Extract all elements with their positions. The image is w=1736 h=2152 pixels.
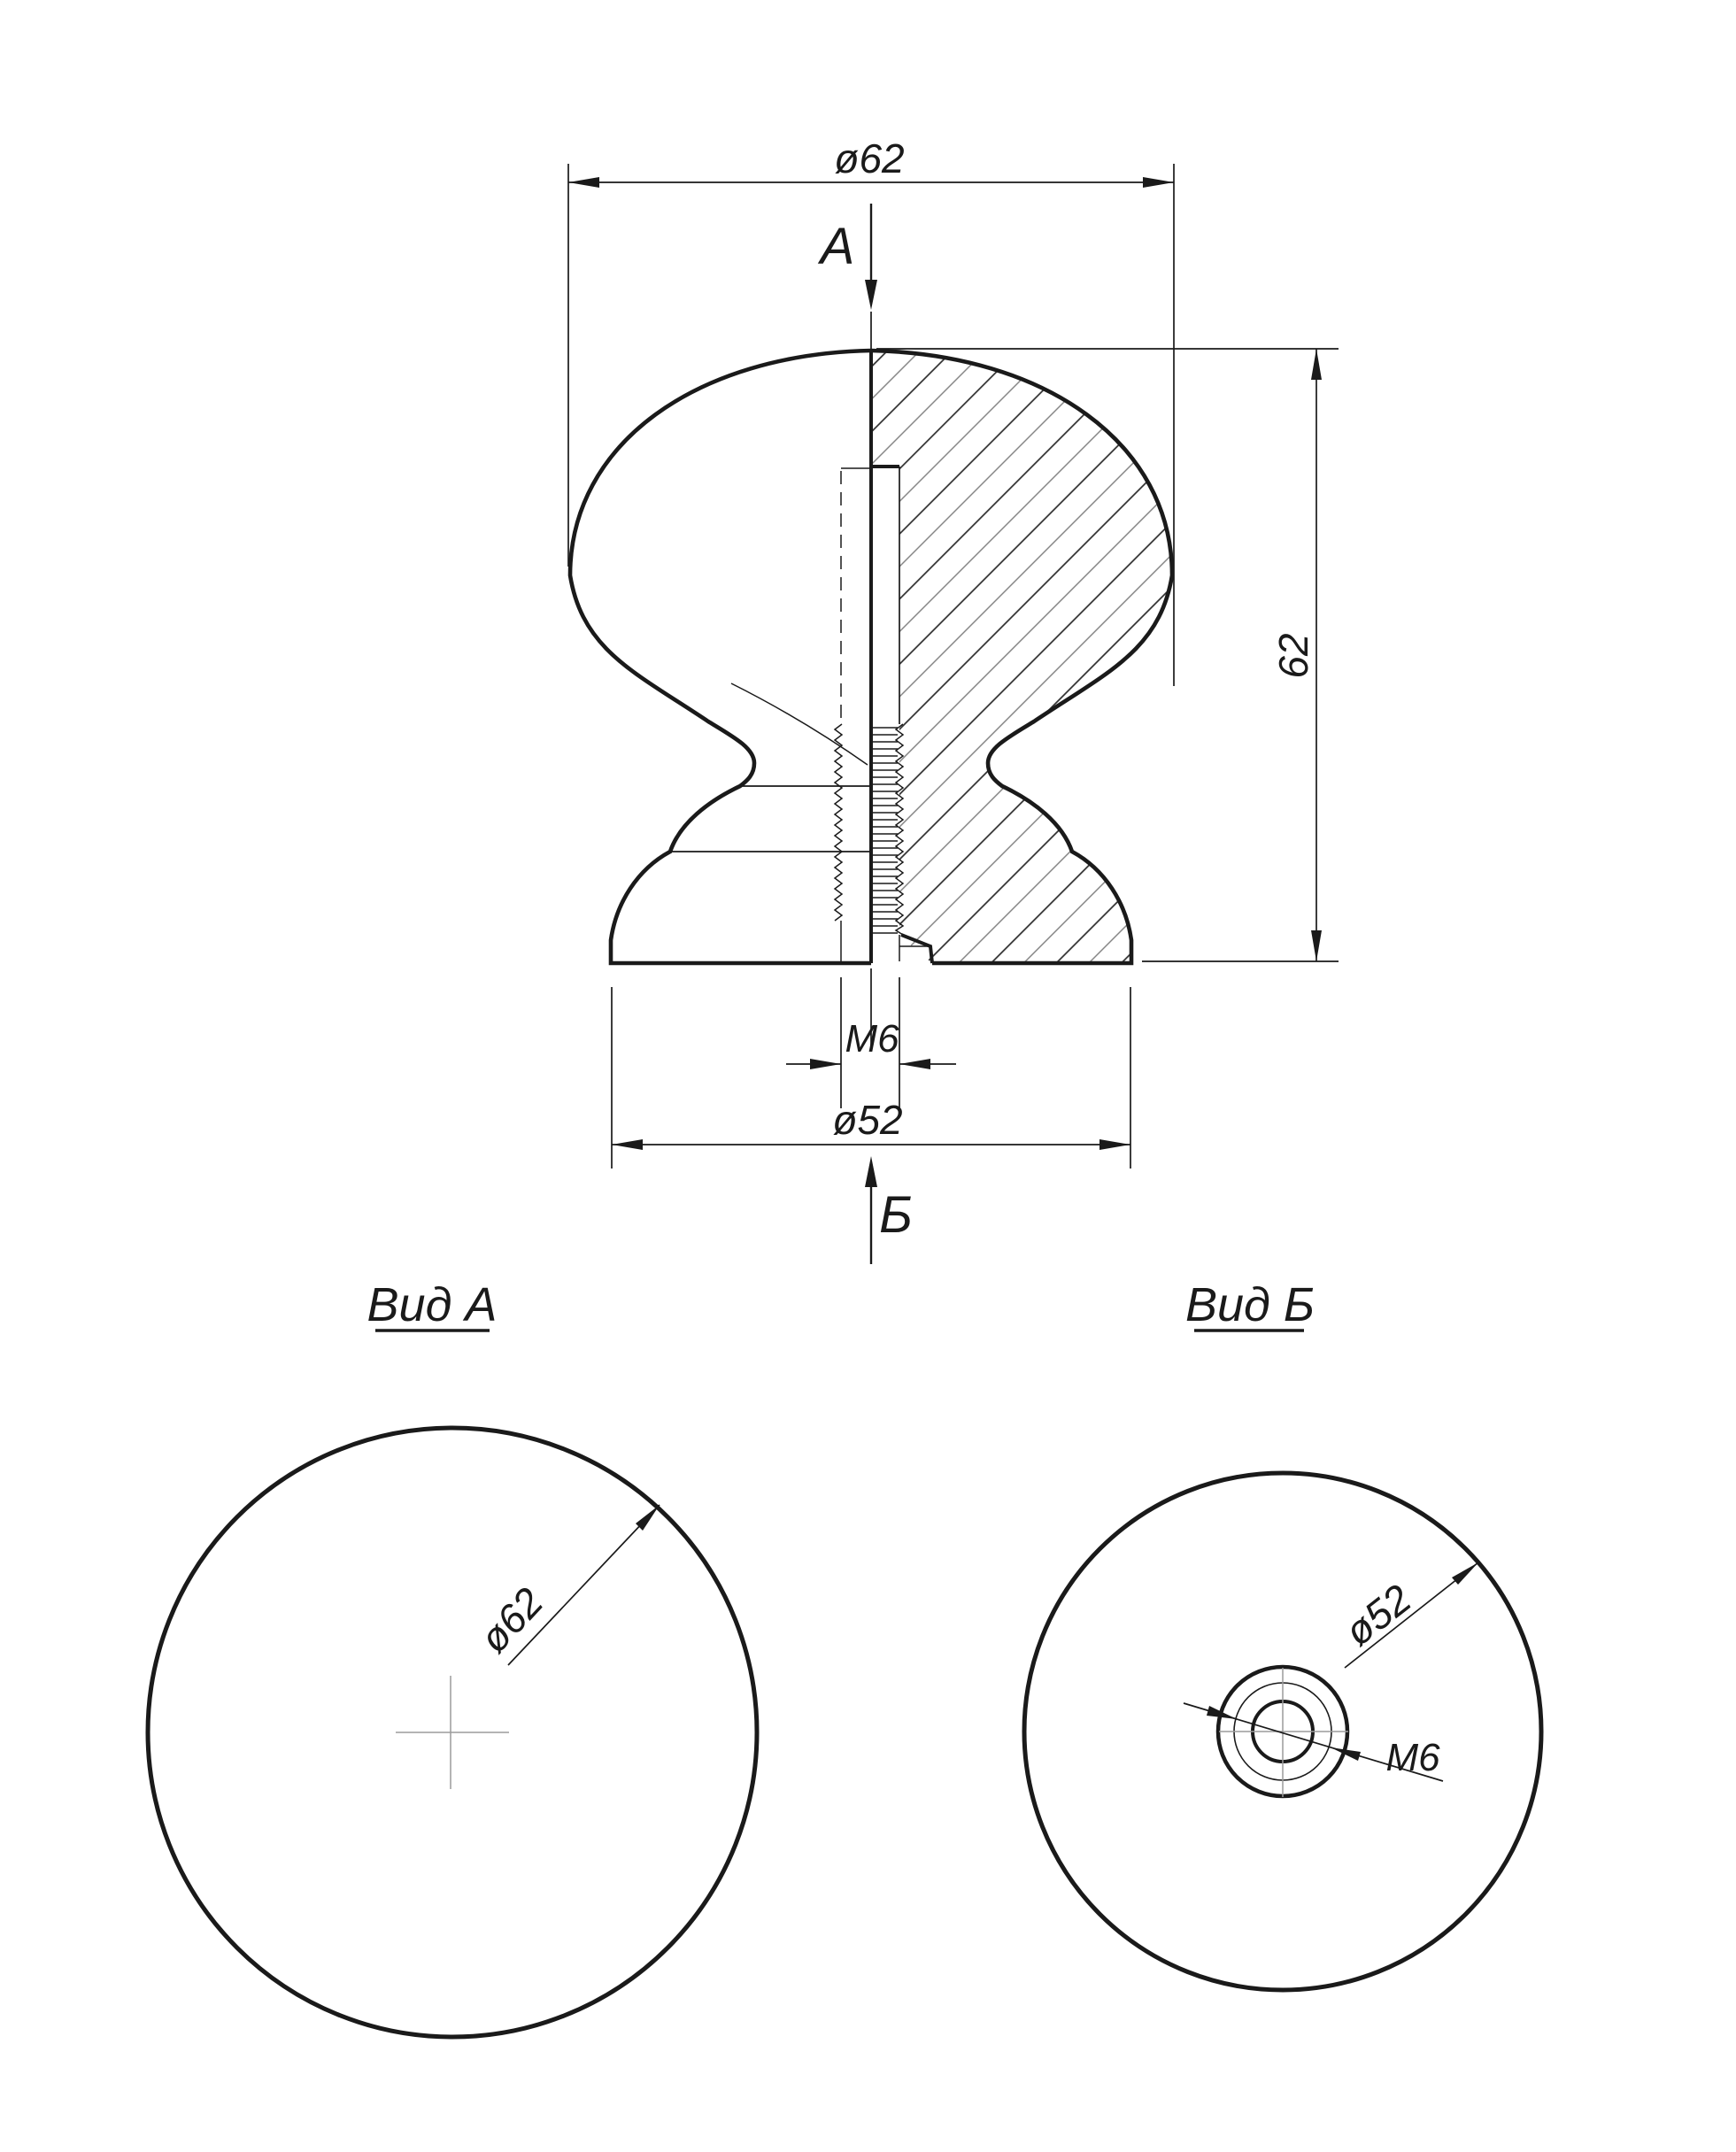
- arrowhead-left: [612, 1139, 643, 1150]
- arrowhead-left: [568, 177, 599, 188]
- arrowhead-bottom: [1311, 930, 1322, 961]
- view-a-title: Вид А: [366, 1278, 498, 1331]
- dim-top-diameter-label: ø62: [834, 135, 905, 181]
- section-label-b: Б: [879, 1186, 913, 1244]
- front-view: [568, 135, 1339, 1264]
- view-b-title: Вид Б: [1184, 1278, 1316, 1331]
- arrowhead-right: [1143, 177, 1174, 188]
- arrowhead-top: [1311, 349, 1322, 380]
- dim-thread-label: M6: [845, 1017, 899, 1061]
- outline-left: [570, 351, 871, 963]
- leader-arrowhead: [636, 1505, 660, 1531]
- section-label-a: А: [820, 218, 855, 275]
- arrowhead-right: [1099, 1139, 1130, 1150]
- view-b-diameter-label: ø52: [1335, 1575, 1420, 1655]
- arrowhead-left: [810, 1059, 841, 1069]
- view-b-thread-label: M6: [1385, 1736, 1440, 1779]
- section-arrow-b: [865, 1156, 913, 1264]
- section-arrow-b-head: [865, 1156, 877, 1187]
- view-b: [1024, 1278, 1541, 1990]
- view-a: [148, 1278, 757, 2037]
- leader-arrowhead: [1452, 1562, 1478, 1585]
- section-arrow-a-head: [865, 280, 877, 310]
- thread-zigzag-left: [835, 724, 842, 921]
- section-arrow-a: [818, 204, 877, 310]
- dim-base-diameter-label: ø52: [832, 1097, 903, 1143]
- view-b-diameter-leader: [1336, 1562, 1478, 1668]
- thread-crest-lines: [871, 728, 898, 933]
- leader-line: [508, 1505, 660, 1665]
- view-a-diameter-leader: [470, 1505, 660, 1665]
- dim-height-label: 62: [1270, 633, 1316, 679]
- arrowhead-right: [899, 1059, 930, 1069]
- view-a-crosshair: [396, 1676, 509, 1789]
- view-a-diameter-label: ø62: [470, 1578, 552, 1662]
